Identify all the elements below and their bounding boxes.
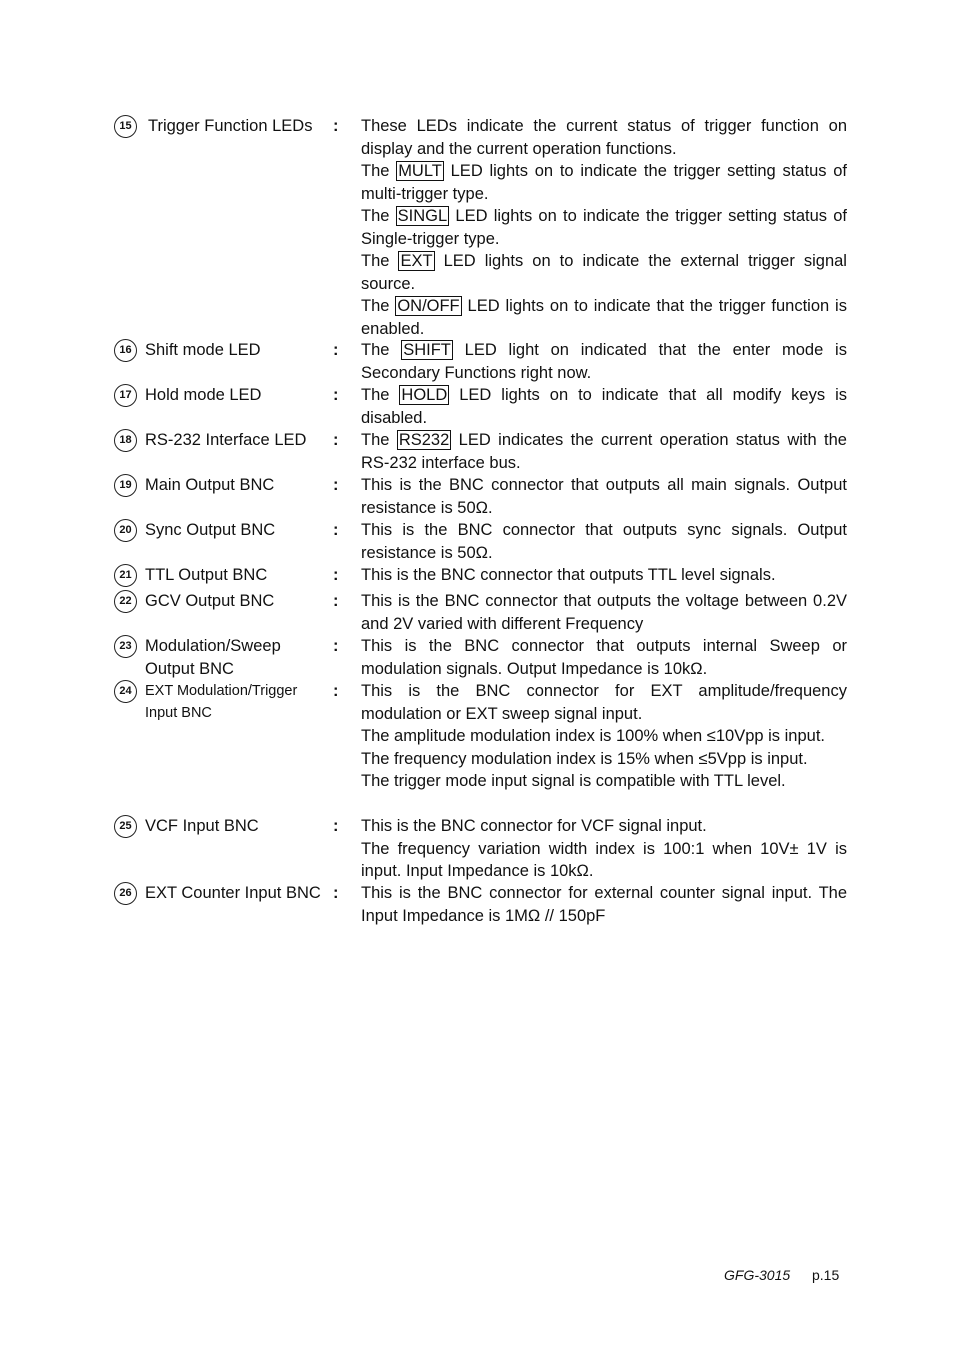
item-colon: : xyxy=(333,637,339,655)
item-label: Modulation/Sweep Output BNC xyxy=(145,637,281,678)
item-description xyxy=(361,882,847,927)
item-number: 25 xyxy=(114,815,137,838)
item-colon: : xyxy=(333,386,339,404)
description-line: The SHIFT LED light on indicated that the enter mode is Secondary Functions right now. xyxy=(361,341,847,382)
description-line: The EXT LED lights on to indicate the external trigger signal source. xyxy=(361,252,847,293)
item-description xyxy=(361,680,847,793)
description-line: The amplitude modulation index is 100% when ≤10Vpp is input. xyxy=(361,727,826,745)
item-number: 15 xyxy=(114,115,137,138)
description-line: The trigger mode input signal is compatible with TTL level. xyxy=(361,772,786,790)
item-description xyxy=(361,339,847,384)
description-line: The MULT LED lights on to indicate the trigger setting status of multi-trigger type. xyxy=(361,162,847,203)
item-number: 22 xyxy=(114,590,137,613)
description-line: This is the BNC connector that outputs TTL level signals. xyxy=(361,566,776,584)
led-key-box: SINGL xyxy=(397,207,448,225)
item-number: 18 xyxy=(114,429,137,452)
description-line: The frequency modulation index is 15% when ≤5Vpp is input. xyxy=(361,749,808,768)
item-description xyxy=(361,115,847,340)
led-key-box: ON/OFF xyxy=(397,297,460,315)
item-description xyxy=(361,564,847,587)
item-colon: : xyxy=(333,884,339,902)
item-number: 24 xyxy=(114,680,137,703)
description-line: The SINGL LED lights on to indicate the trigger setting status of Single-trigger type. xyxy=(361,207,847,248)
item-number: 26 xyxy=(114,882,137,905)
item-label: GCV Output BNC xyxy=(145,592,275,610)
led-key-box: HOLD xyxy=(401,386,448,404)
item-label: EXT Counter Input BNC xyxy=(145,884,321,902)
item-label: Hold mode LED xyxy=(145,386,262,404)
item-description xyxy=(361,635,847,680)
item-colon: : xyxy=(333,341,339,359)
item-description xyxy=(361,474,847,519)
item-colon: : xyxy=(333,682,339,700)
item-label: Trigger Function LEDs xyxy=(148,117,313,135)
description-line: This is the BNC connector for VCF signal input. xyxy=(361,817,707,835)
item-description xyxy=(361,429,847,474)
description-line: This is the BNC connector that outputs all main signals. Output resistance is 50Ω. xyxy=(361,476,847,517)
led-key-box: EXT xyxy=(400,252,433,270)
item-colon: : xyxy=(333,431,339,449)
description-line: The frequency variation width index is 100:1 when 10V± 1V is input. Input Impedance is 10kΩ. xyxy=(361,839,847,880)
description-line: This is the BNC connector for external counter signal input. The Input Impedance is 1MΩ // 150pF xyxy=(361,884,847,925)
item-description xyxy=(361,384,847,429)
item-colon: : xyxy=(333,817,339,835)
item-colon: : xyxy=(333,521,339,539)
item-number: 20 xyxy=(114,519,137,542)
item-label: RS-232 Interface LED xyxy=(145,431,307,449)
item-description xyxy=(361,519,847,564)
description-line: This is the BNC connector that outputs internal Sweep or modulation signals. Output Impedance is 10kΩ. xyxy=(361,637,847,678)
led-key-box: MULT xyxy=(398,162,442,180)
item-number: 21 xyxy=(114,564,137,587)
item-label: EXT Modulation/Trigger Input BNC xyxy=(145,683,298,721)
description-line: The HOLD LED lights on to indicate that all modify keys is disabled. xyxy=(361,386,847,427)
item-label: Shift mode LED xyxy=(145,341,261,359)
led-key-box: SHIFT xyxy=(403,341,451,359)
item-colon: : xyxy=(333,476,339,494)
item-number: 16 xyxy=(114,339,137,362)
footer-page-number: p.15 xyxy=(812,1267,840,1283)
item-number: 19 xyxy=(114,474,137,497)
item-colon: : xyxy=(333,592,339,610)
description-line: This is the BNC connector that outputs the voltage between 0.2V and 2V varied with different Frequency xyxy=(361,592,847,633)
description-line: These LEDs indicate the current status of trigger function on display and the current operation functions. xyxy=(361,117,847,158)
led-key-box: RS232 xyxy=(398,431,450,449)
item-label: Sync Output BNC xyxy=(145,521,276,539)
item-label: TTL Output BNC xyxy=(145,566,268,584)
item-colon: : xyxy=(333,117,339,135)
item-label: VCF Input BNC xyxy=(145,817,259,835)
footer-model: GFG-3015 xyxy=(724,1267,791,1283)
item-description xyxy=(361,590,847,635)
item-number: 23 xyxy=(114,635,137,658)
item-number: 17 xyxy=(114,384,137,407)
description-line: This is the BNC connector for EXT amplitude/frequency modulation or EXT sweep signal input. xyxy=(361,682,847,723)
item-label: Main Output BNC xyxy=(145,476,275,494)
item-colon: : xyxy=(333,566,339,584)
item-description xyxy=(361,815,847,883)
description-line: The RS232 LED indicates the current operation status with the RS-232 interface bus. xyxy=(361,431,847,472)
description-line: This is the BNC connector that outputs sync signals. Output resistance is 50Ω. xyxy=(361,521,847,562)
description-line: The ON/OFF LED lights on to indicate that the trigger function is enabled. xyxy=(361,297,847,338)
